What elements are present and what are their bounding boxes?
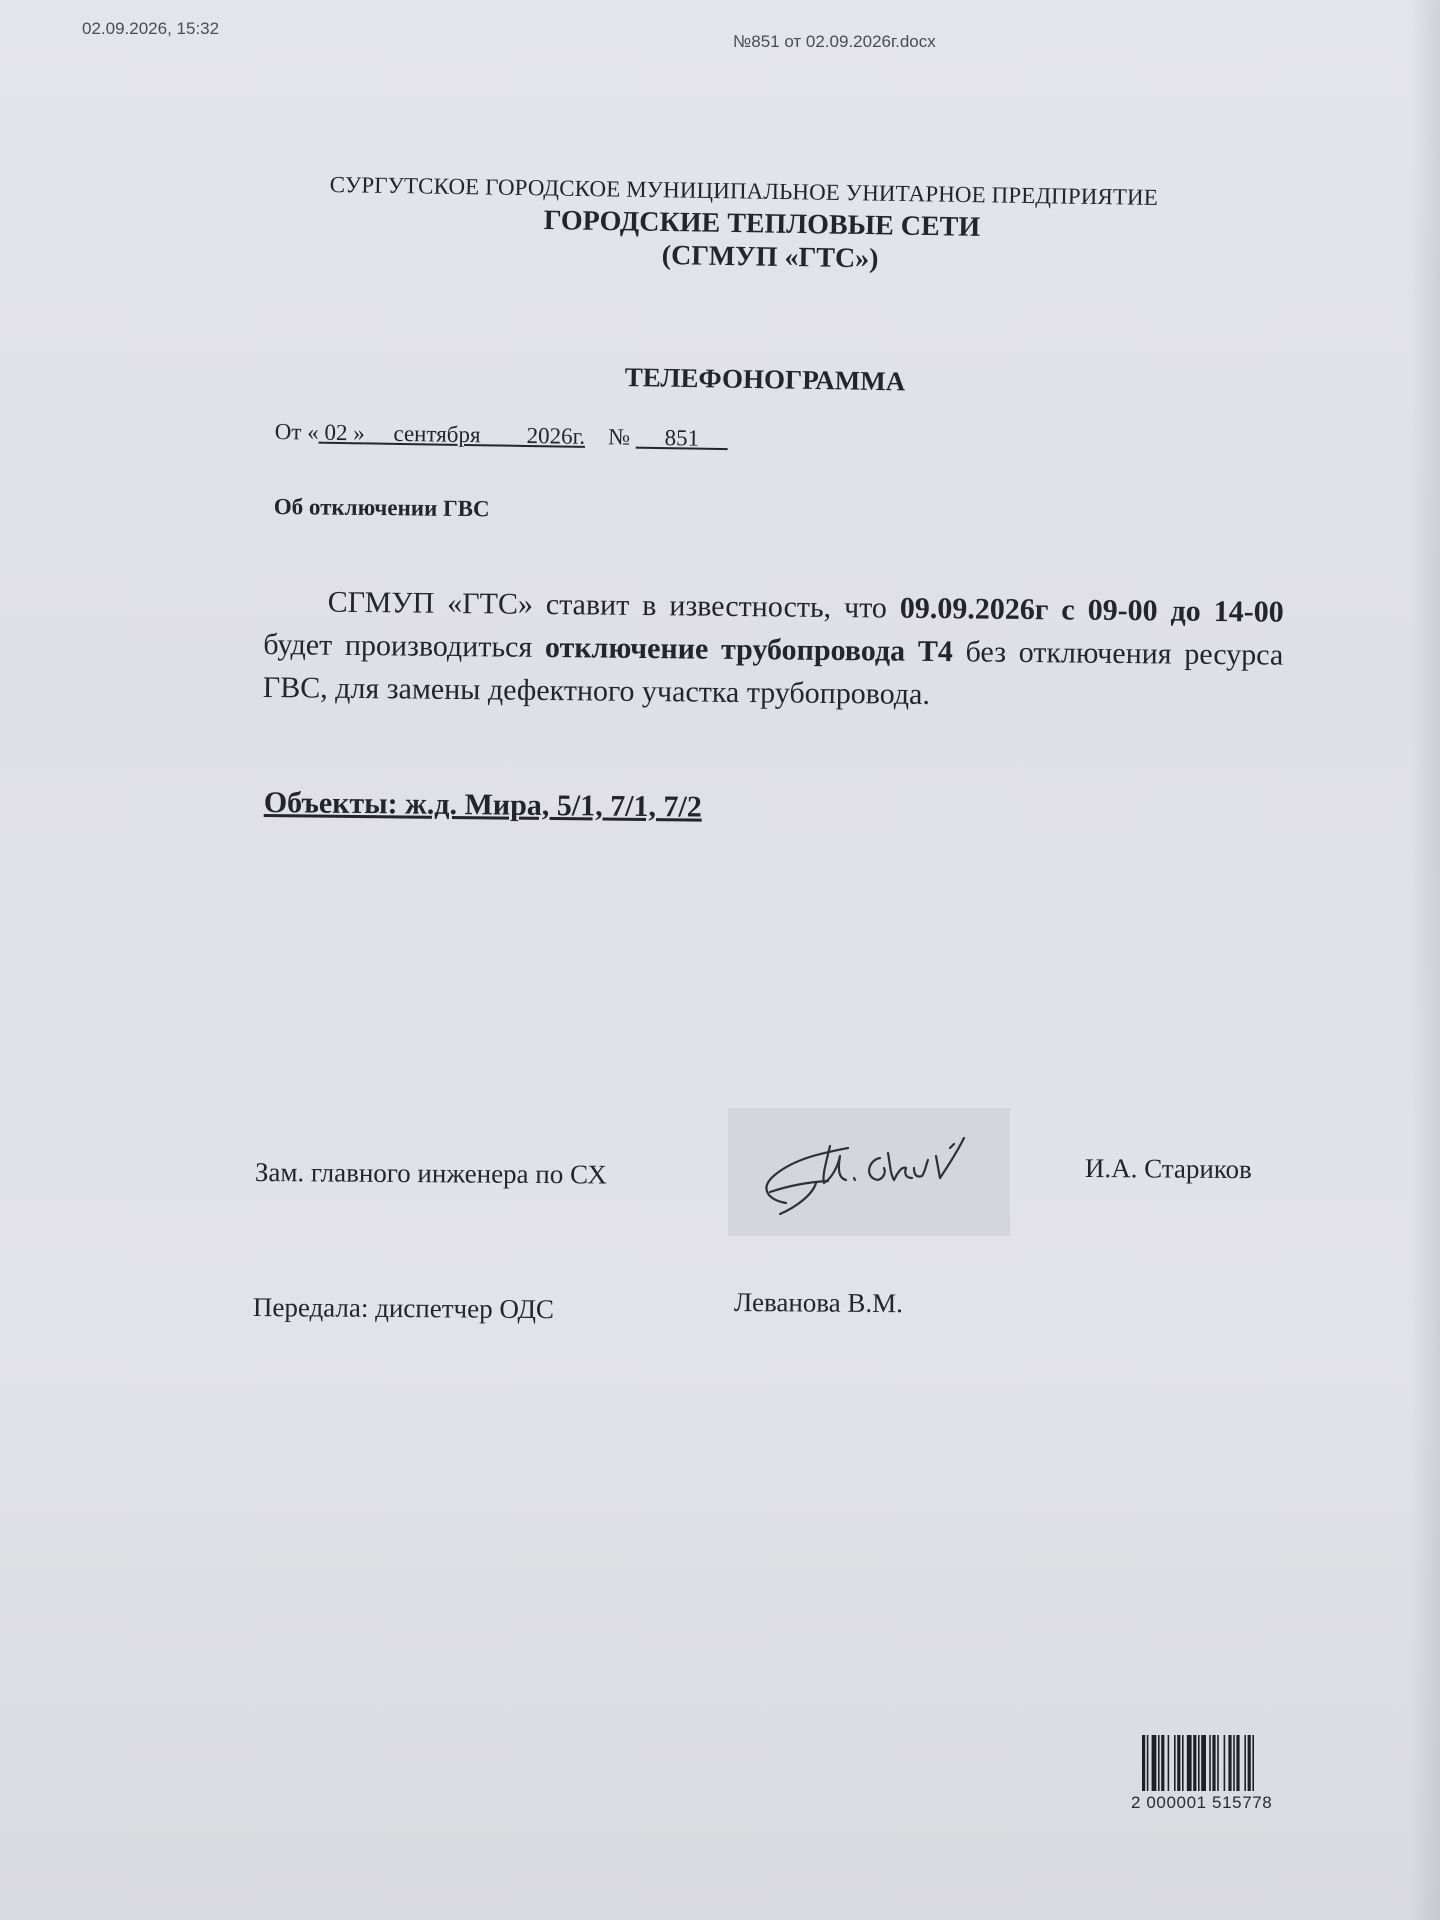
barcode-bar bbox=[1212, 1735, 1215, 1791]
barcode-bar bbox=[1187, 1735, 1192, 1791]
barcode-bar bbox=[1152, 1735, 1157, 1791]
barcode-bar bbox=[1161, 1735, 1164, 1791]
barcode-bar bbox=[1228, 1735, 1231, 1791]
body-text-dates: 09.09.2026г с 09-00 до 14-00 bbox=[899, 591, 1284, 629]
barcode-bar bbox=[1224, 1735, 1226, 1791]
ref-prefix: От « bbox=[274, 419, 319, 445]
barcode-bar bbox=[1236, 1735, 1239, 1791]
barcode-number: 2 000001 515778 bbox=[1131, 1793, 1273, 1812]
ref-year: 2026г. bbox=[526, 422, 586, 449]
sender-label: Передала: диспетчер ОДС bbox=[252, 1292, 555, 1325]
ref-month: сентября bbox=[393, 420, 481, 448]
barcode-bar bbox=[1182, 1735, 1184, 1791]
body-text-part1: СГМУП «ГТС» ставит в известность, что bbox=[327, 585, 901, 625]
ref-mid: » bbox=[353, 420, 365, 446]
body-text-shutdown: отключение трубопровода Т4 bbox=[544, 630, 954, 669]
document-subject: Об отключении ГВС bbox=[273, 494, 490, 522]
barcode-bar bbox=[1193, 1735, 1196, 1791]
body-text-part3: без отключения ресурса ГВС, для замены дефектного участка трубопровода. bbox=[262, 635, 1284, 711]
barcode-bar bbox=[1201, 1735, 1206, 1791]
barcode-bar bbox=[1248, 1735, 1251, 1791]
barcode-bar bbox=[1244, 1735, 1246, 1791]
barcode-bar bbox=[1158, 1735, 1160, 1791]
sheet-shadow-edge bbox=[1410, 0, 1440, 1920]
print-filename: №851 от 02.09.2026г.docx bbox=[733, 32, 936, 51]
document-type-heading: ТЕЛЕФОНОГРАММА bbox=[624, 362, 906, 397]
signer-title: Зам. главного инженера по СХ bbox=[254, 1157, 607, 1190]
barcode-bar bbox=[1168, 1735, 1170, 1791]
barcode-bar bbox=[1147, 1735, 1149, 1791]
barcode-bar bbox=[1142, 1735, 1145, 1791]
barcode-bar bbox=[1198, 1735, 1200, 1791]
ref-number: 851 bbox=[664, 425, 700, 451]
barcode-bar bbox=[1233, 1735, 1235, 1791]
print-datetime: 02.09.2026, 15:32 bbox=[82, 19, 220, 38]
body-text-part2: будет производиться bbox=[263, 627, 546, 664]
signer-name: И.А. Стариков bbox=[1084, 1153, 1252, 1185]
organization-full-name: СУРГУТСКОЕ ГОРОДСКОЕ МУНИЦИПАЛЬНОЕ УНИТАРНОЕ ПРЕДПРИЯТИЕ bbox=[329, 172, 1159, 211]
body-paragraph bbox=[263, 580, 1284, 720]
barcode-bar bbox=[1209, 1735, 1211, 1791]
barcode-bar bbox=[1177, 1735, 1180, 1791]
organization-name: ГОРОДСКИЕ ТЕПЛОВЫЕ СЕТИ bbox=[543, 205, 981, 243]
sender-name: Леванова В.М. bbox=[733, 1287, 904, 1319]
document-reference-line bbox=[275, 419, 728, 452]
affected-objects: Объекты: ж.д. Мира, 5/1, 7/1, 7/2 bbox=[263, 786, 703, 824]
organization-abbreviation: (СГМУП «ГТС») bbox=[661, 240, 879, 275]
barcode-bar bbox=[1217, 1735, 1219, 1791]
handwritten-signature bbox=[728, 1108, 1010, 1236]
ref-day: 02 bbox=[324, 419, 348, 446]
ref-number-sign: № bbox=[607, 424, 631, 450]
barcode bbox=[1140, 1735, 1300, 1795]
barcode-bar bbox=[1174, 1735, 1176, 1791]
barcode-bar bbox=[1252, 1735, 1254, 1791]
